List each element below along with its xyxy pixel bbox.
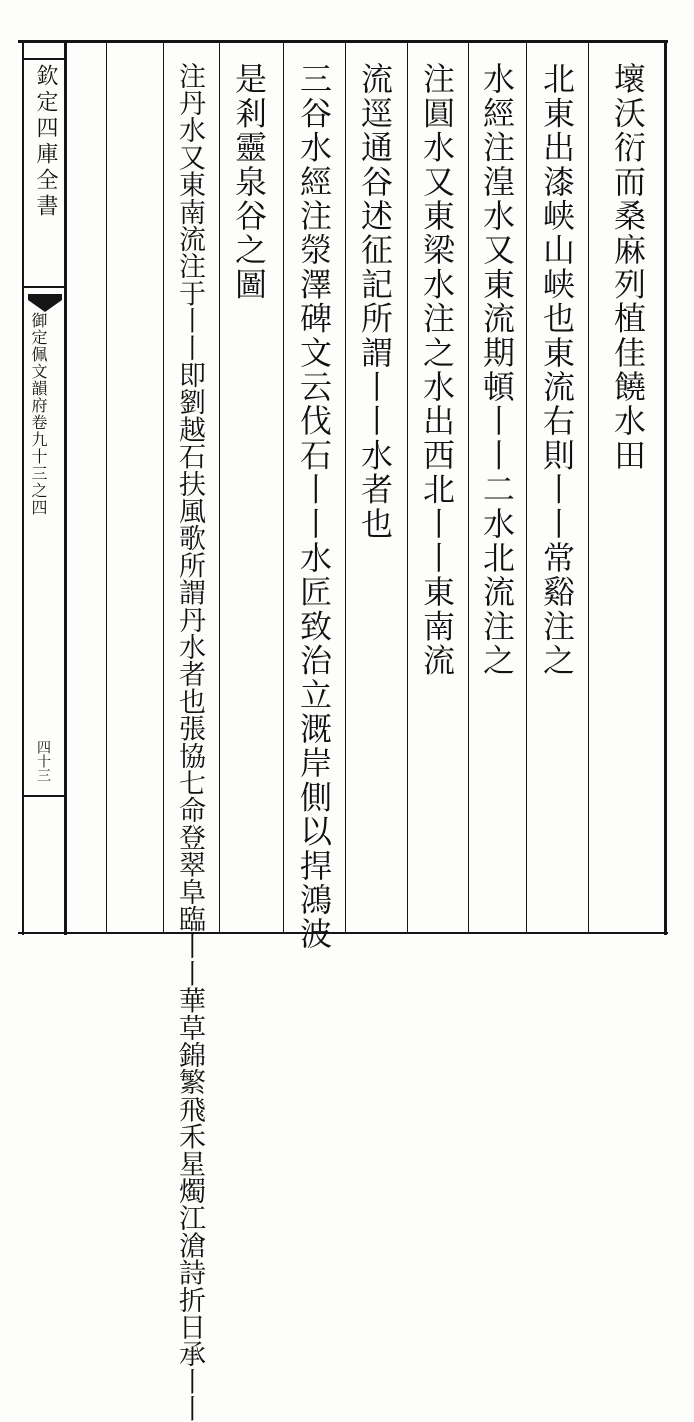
- frame-top-rule: [18, 40, 668, 43]
- text-column-2: 北東出漆峡山峡也東流右則丨丨常谿注之: [538, 62, 576, 678]
- margin-cross-rule-mid: [22, 286, 67, 288]
- margin-cross-rule-bottom: [22, 795, 67, 797]
- text-column-5: 流逕通谷述征記所謂丨丨水者也: [356, 62, 394, 541]
- fish-tail-mark-icon: [26, 292, 64, 314]
- column-divider: [526, 42, 527, 932]
- margin-left-rule: [22, 40, 24, 935]
- column-divider: [345, 42, 346, 932]
- frame-right-rule: [664, 40, 667, 935]
- column-divider: [588, 42, 589, 932]
- column-divider: [407, 42, 408, 932]
- margin-cross-rule-top: [22, 58, 67, 60]
- page-number: 四十三: [35, 740, 51, 782]
- book-title: 欽定四庫全書: [33, 64, 58, 220]
- text-column-8: 注丹水又東南流注于丨丨即劉越石扶風歌所謂丹水者也張協七命登翠阜臨丨丨華草錦繁飛禾星燭江滄詩折日承丨丨: [174, 62, 205, 1422]
- margin-right-rule: [64, 40, 67, 935]
- text-column-3: 水經注湟水又東流期頓丨丨二水北流注之: [478, 62, 516, 678]
- column-divider: [219, 42, 220, 932]
- column-divider: [163, 42, 164, 932]
- column-divider: [283, 42, 284, 932]
- text-column-6: 三谷水經注滎澤碑文云伐石丨丨水匠致治立溉岸側以捍鴻波: [295, 62, 333, 952]
- column-divider: [106, 42, 107, 932]
- text-column-1: 壞沃衍而桑麻列植佳饒水田: [609, 62, 647, 473]
- column-divider: [468, 42, 469, 932]
- text-column-7: 是剎靈泉谷之圖: [230, 62, 268, 302]
- volume-caption: 御定佩文韻府卷九十三之四: [29, 312, 48, 516]
- text-column-4: 注圓水又東梁水注之水出西北丨丨東南流: [418, 62, 456, 678]
